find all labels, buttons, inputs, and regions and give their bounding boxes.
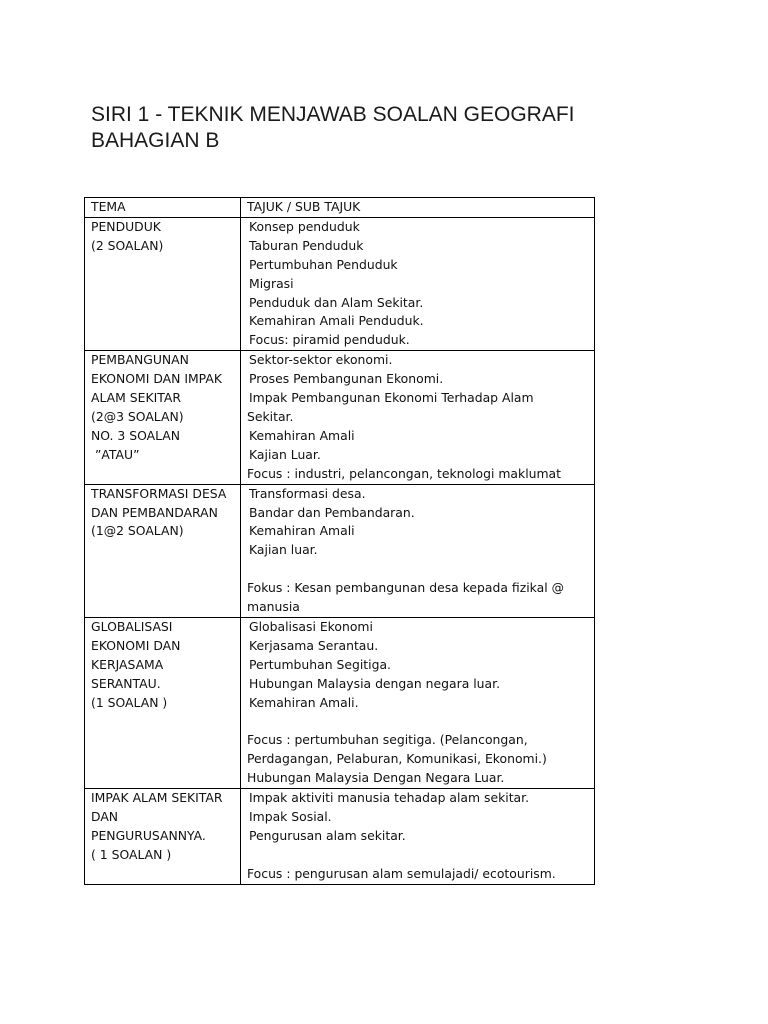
tajuk-line: Sekitar. bbox=[247, 408, 294, 424]
tajuk-line: Kerjasama Serantau. bbox=[249, 637, 379, 653]
tajuk-line: Kemahiran Amali. bbox=[249, 694, 359, 710]
tajuk-line: Pertumbuhan Segitiga. bbox=[249, 656, 391, 672]
tajuk-line: Proses Pembangunan Ekonomi. bbox=[249, 371, 444, 387]
tema-line: DAN bbox=[91, 808, 119, 824]
tajuk-line: Kemahiran Amali bbox=[249, 523, 355, 539]
tema-line: EKONOMI DAN bbox=[91, 637, 181, 653]
tajuk-line: Hubungan Malaysia dengan negara luar. bbox=[249, 675, 501, 691]
tajuk-line: Hubungan Malaysia Dengan Negara Luar. bbox=[247, 770, 505, 786]
table-row bbox=[85, 617, 595, 788]
tema-line: SERANTAU. bbox=[91, 675, 161, 691]
tajuk-line: Focus: piramid penduduk. bbox=[249, 332, 410, 348]
tajuk-line: Focus : pertumbuhan segitiga. (Pelancongan, bbox=[247, 732, 528, 748]
tajuk-line: Pengurusan alam sekitar. bbox=[249, 827, 406, 843]
tema-cell bbox=[85, 789, 241, 885]
tajuk-line: Migrasi bbox=[249, 275, 294, 291]
tajuk-line: Kemahiran Amali Penduduk. bbox=[249, 313, 424, 329]
tajuk-line: Kemahiran Amali bbox=[249, 427, 355, 443]
table-row bbox=[85, 789, 595, 885]
title-line-2: BAHAGIAN B bbox=[91, 129, 220, 152]
tajuk-line: Impak Sosial. bbox=[249, 808, 332, 824]
tajuk-line: Pertumbuhan Penduduk bbox=[249, 256, 398, 272]
tema-line: GLOBALISASI bbox=[91, 618, 173, 634]
tajuk-cell bbox=[241, 617, 595, 788]
tema-line: PEMBANGUNAN bbox=[91, 352, 189, 368]
tema-line: DAN PEMBANDARAN bbox=[91, 504, 218, 520]
tajuk-line: Taburan Penduduk bbox=[249, 237, 364, 253]
table-header-row bbox=[85, 198, 595, 218]
tajuk-line: Impak aktiviti manusia tehadap alam sekitar. bbox=[249, 790, 530, 806]
title-line-1: SIRI 1 - TEKNIK MENJAWAB SOALAN GEOGRAFI bbox=[91, 103, 575, 126]
tajuk-line: Perdagangan, Pelaburan, Komunikasi, Ekonomi.) bbox=[247, 751, 547, 767]
tema-line: ALAM SEKITAR bbox=[91, 390, 181, 406]
tajuk-line: Focus : pengurusan alam semulajadi/ ecotourism. bbox=[247, 865, 556, 881]
tajuk-cell bbox=[241, 217, 595, 350]
tema-line: PENGURUSANNYA. bbox=[91, 827, 206, 843]
tema-line: (2@3 SOALAN) bbox=[91, 408, 184, 424]
tema-line: KERJASAMA bbox=[91, 656, 164, 672]
tajuk-cell bbox=[241, 484, 595, 617]
tajuk-line: Kajian Luar. bbox=[249, 446, 321, 462]
tema-cell bbox=[85, 484, 241, 617]
tema-line: IMPAK ALAM SEKITAR bbox=[91, 790, 223, 806]
tema-line: EKONOMI DAN IMPAK bbox=[91, 371, 222, 387]
tema-cell bbox=[85, 351, 241, 484]
tema-cell bbox=[85, 617, 241, 788]
tema-line: (2 SOALAN) bbox=[91, 237, 164, 253]
tema-line: TRANSFORMASI DESA bbox=[91, 485, 227, 501]
tajuk-line: Penduduk dan Alam Sekitar. bbox=[249, 294, 424, 310]
tema-line: (1 SOALAN ) bbox=[91, 694, 168, 710]
tajuk-line: Transformasi desa. bbox=[249, 485, 366, 501]
table-row bbox=[85, 351, 595, 484]
tajuk-line bbox=[249, 712, 590, 731]
table-row bbox=[85, 484, 595, 617]
tema-line: NO. 3 SOALAN bbox=[91, 427, 181, 443]
tajuk-line: manusia bbox=[247, 599, 300, 615]
tajuk-line: Kajian luar. bbox=[249, 542, 318, 558]
tema-line: (1@2 SOALAN) bbox=[91, 523, 184, 539]
tajuk-line: Focus : industri, pelancongan, teknologi maklumat bbox=[247, 465, 562, 481]
tajuk-cell bbox=[241, 789, 595, 885]
topics-table bbox=[84, 197, 595, 885]
tajuk-line bbox=[249, 560, 590, 579]
tema-line: ( 1 SOALAN ) bbox=[91, 846, 172, 862]
tajuk-line: Sektor-sektor ekonomi. bbox=[249, 352, 393, 368]
tema-line: ”ATAU” bbox=[95, 446, 140, 462]
header-tema: TEMA bbox=[85, 198, 241, 218]
tema-line: PENDUDUK bbox=[91, 218, 161, 234]
tajuk-line: Konsep penduduk bbox=[249, 218, 360, 234]
table-row bbox=[85, 217, 595, 350]
header-tajuk: TAJUK / SUB TAJUK bbox=[241, 198, 595, 218]
tajuk-line: Globalisasi Ekonomi bbox=[249, 618, 373, 634]
tema-cell bbox=[85, 217, 241, 350]
tajuk-cell bbox=[241, 351, 595, 484]
tajuk-line: Fokus : Kesan pembangunan desa kepada fizikal @ bbox=[247, 580, 564, 596]
document-title bbox=[91, 102, 574, 154]
tajuk-line: Bandar dan Pembandaran. bbox=[249, 504, 415, 520]
tajuk-line: Impak Pembangunan Ekonomi Terhadap Alam bbox=[249, 390, 534, 406]
tajuk-line bbox=[249, 846, 590, 865]
